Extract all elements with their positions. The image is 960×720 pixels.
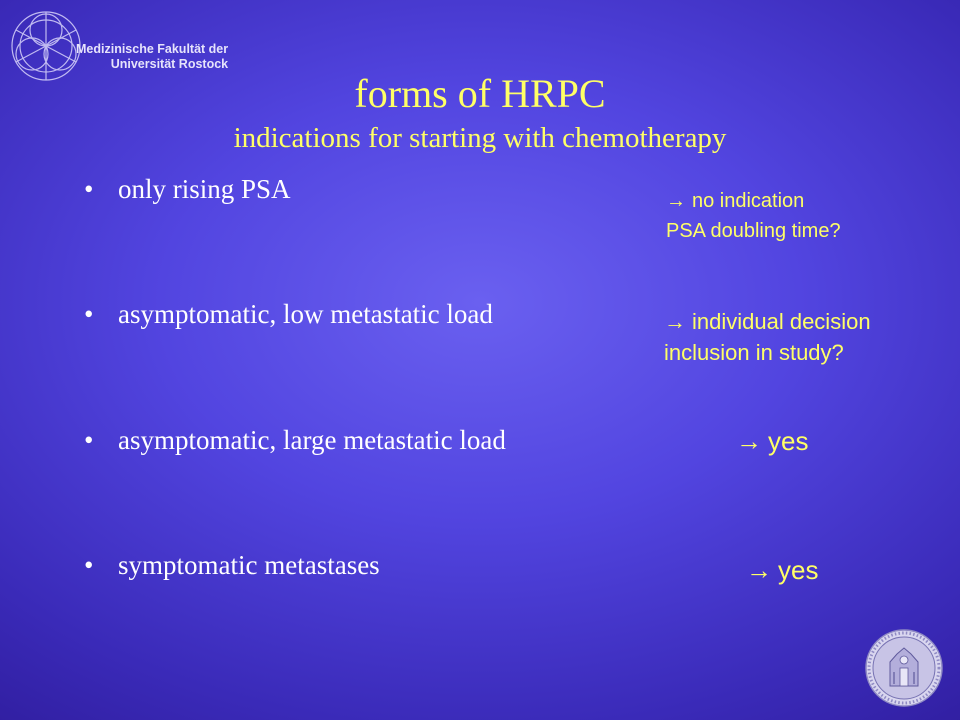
annotation-no-indication [666,186,841,246]
annotation-individual-decision [664,306,871,368]
annotation-line-1: individual decision [692,309,871,334]
annotation-yes [746,553,818,587]
bullet-text: asymptomatic, low metastatic load [118,299,493,329]
bullet-dot: • [84,425,94,455]
arrow-right-icon: → [746,555,772,585]
arrow-right-icon: → [664,309,686,334]
bullet-text: asymptomatic, large metastatic load [118,425,506,455]
slide-title: forms of HRPC [354,71,606,116]
bullet-dot: • [84,550,94,580]
annotation-yes [736,424,808,458]
bullet-dot: • [84,299,94,329]
logo-line-2: Universität Rostock [110,57,229,71]
bullet-item [84,549,380,581]
annotation-line-1: yes [778,555,819,585]
bullet-text: only rising PSA [118,174,291,204]
logo-text [76,42,228,72]
annotation-line-1: yes [768,426,809,456]
bullet-item [84,298,493,330]
annotation-line-2: PSA doubling time? [666,220,841,242]
bullet-dot: • [84,174,94,204]
slide-subtitle: indications for starting with chemotherapy [233,122,727,154]
bullet-item [84,173,291,205]
annotation-line-1: no indication [692,190,805,212]
bullet-text: symptomatic metastases [118,550,380,580]
bullet-item [84,424,506,456]
arrow-right-icon: → [666,190,686,212]
arrow-right-icon: → [736,426,762,456]
university-seal-icon [864,628,944,708]
annotation-line-2: inclusion in study? [664,340,844,365]
logo-line-1: Medizinische Fakultät der [76,42,229,56]
